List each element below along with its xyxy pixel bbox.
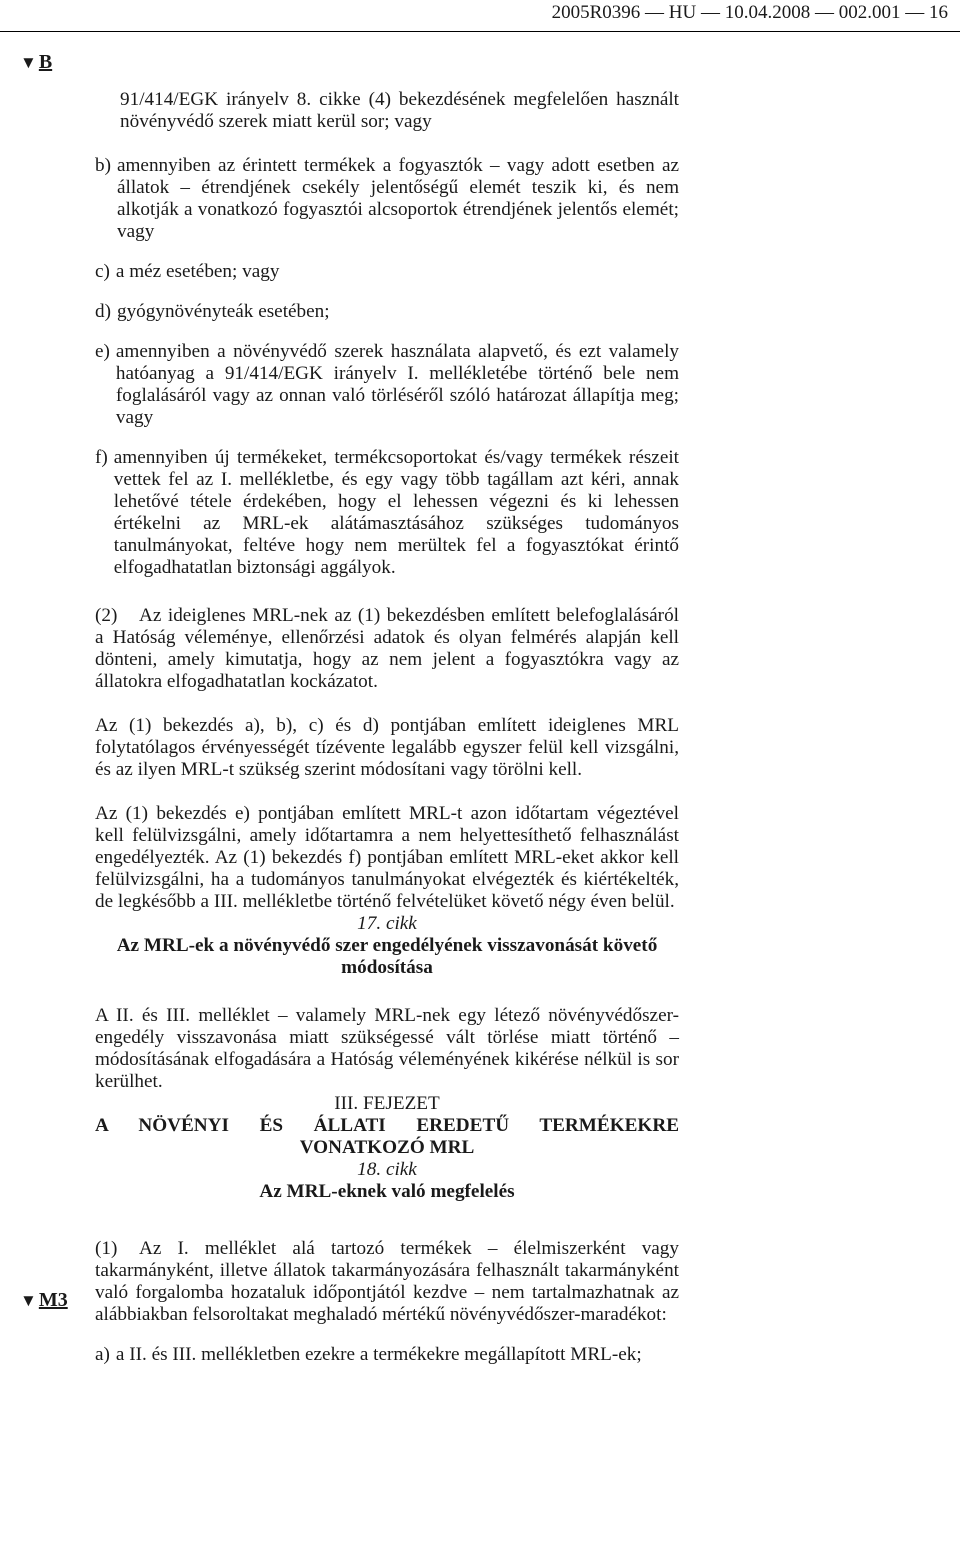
item-text: amennyiben új termékeket, termékcsoportokat és/vagy termékek részeit vettek fel az I. mellékletbe, és egy vagy több tagállam azt kéri, annak lehetővé tétele érdekében, hogy el lehessen végezni és ki lehessen értékelni az MRL-ek alátámasztásához szükséges tudományos tanulmányokat, feltéve hogy nem merültek fel a fogyasztókat érintő elfogadhatatlan biztonsági aggályok. <box>113 447 679 578</box>
paragraph-number: (1) <box>95 1238 118 1259</box>
article-17-number: 17. cikk <box>357 913 417 934</box>
page-header: 2005R0396 — HU — 10.04.2008 — 002.001 — 16 <box>551 2 948 23</box>
item-text: a méz esetében; vagy <box>115 261 280 282</box>
item-label: c) <box>95 261 110 282</box>
list-item-b <box>95 155 679 243</box>
list-item-f <box>95 447 679 579</box>
article-18-title: Az MRL-eknek való megfelelés <box>259 1181 515 1202</box>
paragraph-3: Az (1) bekezdés a), b), c) és d) pontjában említett ideiglenes MRL folytatólagos érvényességét tízévente legalább egyszer felül kell vizsgálni, és az ilyen MRL-t szükség szerint módosítani vagy törölni kell. <box>95 715 679 780</box>
item-text: amennyiben az érintett termékek a fogyasztók – vagy adott esetben az állatok – étrendjének csekély jelentőségű elemét teszik ki, és nem alkotják a vonatkozó fogyasztói alcsoportok étrendjének jelentős elemét; vagy <box>116 155 679 242</box>
paragraph-2 <box>95 605 679 693</box>
chapter-3-title: A NÖVÉNYI ÉS ÁLLATI EREDETŰ TERMÉKEKRE VONATKOZÓ MRL <box>95 1115 679 1158</box>
list-item-d <box>95 301 679 323</box>
article-17-title: Az MRL-ek a növényvédő szer engedélyének visszavonását követő módosítása <box>116 935 658 978</box>
amendment-marker-m3 <box>20 1289 68 1312</box>
item-label: b) <box>95 155 111 176</box>
item-text: amennyiben a növényvédő szerek használata alapvető, és ezt valamely hatóanyag a 91/414/EGK irányelv I. mellékletébe történő bele nem foglalásáról vagy az onnan való törléséről szóló határozat állapítja meg; vagy <box>115 341 679 428</box>
chapter-3-number: III. FEJEZET <box>334 1093 440 1114</box>
list-item-c <box>95 261 679 283</box>
article-17-text: A II. és III. melléklet – valamely MRL-nek egy létező növényvédőszer-engedély visszavonása miatt szükségessé vált törlése miatt történő – módosításának elfogadására a Hatóság véleményének kikérése nélkül is sor kerülhet. <box>95 1005 679 1092</box>
article-18-paragraph-1 <box>95 1238 679 1326</box>
item-a-continuation: 91/414/EGK irányelv 8. cikke (4) bekezdésének megfelelően használt növényvédő szerek miatt kerül sor; vagy <box>120 89 679 132</box>
item-text: a II. és III. mellékletben ezekre a termékekre megállapított MRL-ek; <box>115 1344 642 1365</box>
marker-code: M3 <box>38 1289 68 1311</box>
item-label: f) <box>95 447 108 468</box>
list-item-e <box>95 341 679 429</box>
paragraph-number: (2) <box>95 605 118 626</box>
item-label: d) <box>95 301 111 322</box>
paragraph-text: Az I. melléklet alá tartozó termékek – élelmiszerként vagy takarmányként, illetve állatok takarmányozására felhasznált takarmányként való forgalomba hozataluk időpontjától kezdve – nem tartalmazhatnak az alábbiakban felsoroltakat meghaladó mértékű növényvédőszer-maradékot: <box>95 1238 679 1325</box>
triangle-down-icon: ▼ <box>20 53 37 72</box>
amendment-marker-b <box>20 51 52 74</box>
header-rule <box>0 31 960 32</box>
triangle-down-icon: ▼ <box>20 1291 37 1310</box>
article-18-item-a <box>95 1344 679 1366</box>
item-label: a) <box>95 1344 110 1365</box>
marker-code: B <box>38 51 53 73</box>
paragraph-4: Az (1) bekezdés e) pontjában említett MRL-t azon időtartam végeztével kell felülvizsgálni, amely időtartamra a nem helyettesíthető felhasználást engedélyezték. Az (1) bekezdés f) pontjában említett MRL-eket akkor kell felülvizsgálni, ha a tudományos tanulmányokat elvégezték és kiértékelték, de legkésőbb a III. mellékletbe történő felvételüket követő négy éven belül. <box>95 803 679 912</box>
paragraph-text: Az ideiglenes MRL-nek az (1) bekezdésben említett belefoglalásáról a Hatóság véleménye, ellenőrzési adatok és olyan felmérés alapján kell dönteni, amely kimutatja, hogy az nem jelent a fogyasztókra vagy az állatokra elfogadhatatlan kockázatot. <box>95 605 679 692</box>
article-18-number: 18. cikk <box>357 1159 417 1180</box>
item-label: e) <box>95 341 110 362</box>
item-text: gyógynövényteák esetében; <box>116 301 330 322</box>
document-body <box>95 89 679 1366</box>
